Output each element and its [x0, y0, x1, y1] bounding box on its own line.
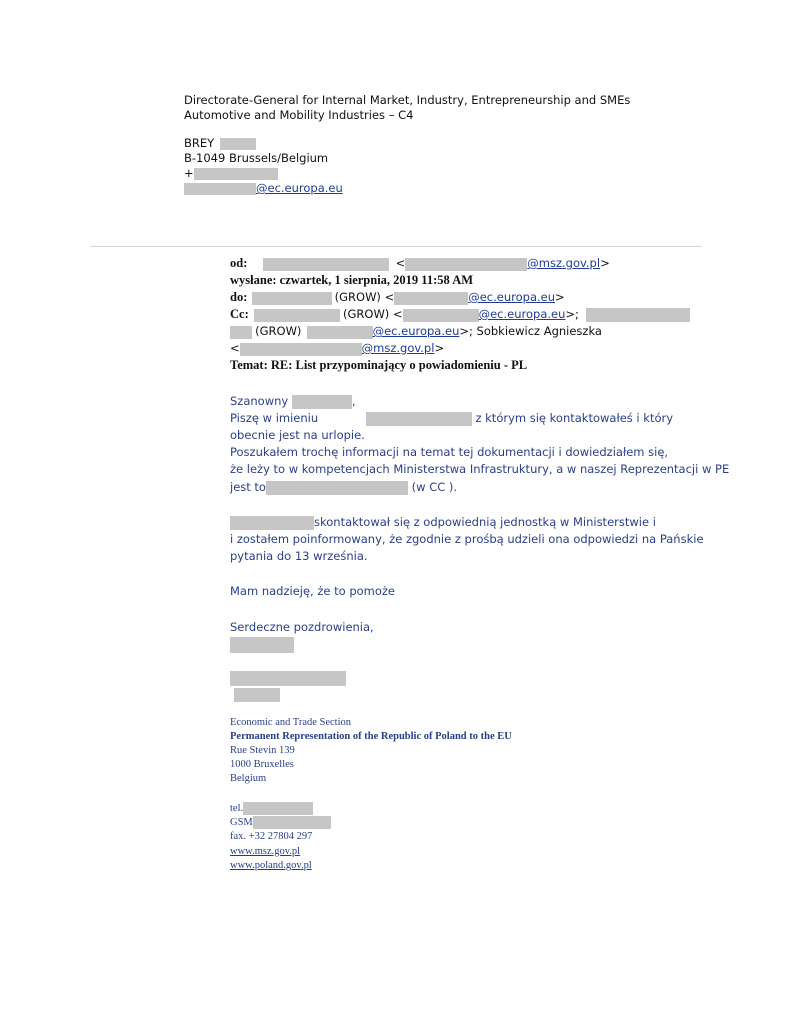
redaction: [184, 183, 256, 195]
p1-end: z którym się kontaktowałeś i który: [475, 411, 674, 425]
signature-country: Belgium: [230, 773, 267, 784]
redaction: [234, 688, 280, 702]
p2-end: (w CC ).: [411, 480, 458, 494]
redaction: [254, 309, 340, 322]
cc-sep-2: >; Sobkiewicz Agnieszka: [459, 324, 602, 338]
redaction: [403, 309, 479, 322]
signature-org-text: Permanent Representation of the Republic of Poland to the EU: [230, 731, 512, 742]
redaction: [220, 138, 256, 150]
cc-email-link-1[interactable]: @ec.europa.eu: [478, 307, 566, 321]
paragraph-1-line-2: obecnie jest na urlopie.: [230, 428, 365, 442]
to-gt: >: [555, 290, 565, 304]
paragraph-2-line-1: Poszukałem trochę informacji na temat tej dokumentacji i dowiedziałem się,: [230, 445, 669, 459]
signature-street: Rue Stevin 139: [230, 745, 295, 756]
cc-email-link-2[interactable]: @ec.europa.eu: [372, 324, 460, 338]
signature-section: Economic and Trade Section: [230, 717, 352, 728]
to-label: do:: [230, 290, 248, 304]
paragraph-3-line-1: [230, 514, 656, 531]
cc-grow-2: (GROW): [255, 324, 302, 338]
signature-link-poland[interactable]: [230, 859, 312, 874]
redaction: [394, 292, 468, 305]
sent-line: [230, 272, 473, 289]
redaction: [366, 412, 472, 426]
p3-start: skontaktował się z odpowiednią jednostką w Ministerstwie i: [314, 515, 656, 529]
p1-start: Piszę w imieniu: [230, 411, 319, 425]
p2-start: jest to: [230, 480, 266, 494]
redaction: [194, 168, 278, 180]
signature-gsm: [230, 816, 331, 831]
sent-text: wysłane: czwartek, 1 sierpnia, 2019 11:58 AM: [230, 273, 474, 287]
sender-name: [184, 136, 256, 151]
cc-sep-1: >;: [565, 307, 579, 321]
redaction: [307, 326, 373, 339]
from-email-link[interactable]: @msz.gov.pl: [527, 256, 601, 270]
from-gt: >: [600, 256, 610, 270]
msz-link[interactable]: www.msz.gov.pl: [230, 846, 301, 857]
greeting-comma: ,: [351, 394, 356, 408]
sender-address: B-1049 Brussels/Belgium: [184, 151, 329, 165]
sender-surname: BREY: [184, 136, 215, 150]
redaction: [230, 671, 346, 686]
paragraph-4: Mam nadzieję, że to pomoże: [230, 584, 396, 598]
redaction: [405, 258, 527, 271]
poland-link[interactable]: www.poland.gov.pl: [230, 860, 312, 871]
redaction: [266, 481, 408, 495]
redaction: [230, 637, 294, 653]
subject-line: [230, 357, 527, 374]
redaction: [230, 326, 252, 339]
sender-email[interactable]: [184, 181, 343, 196]
tel-label: tel.: [230, 803, 244, 814]
paragraph-1-line-1: [230, 410, 673, 427]
unit-line: Automotive and Mobility Industries – C4: [184, 108, 414, 122]
sender-phone: [184, 166, 278, 181]
greeting-text: Szanowny: [230, 394, 289, 408]
to-email-link[interactable]: @ec.europa.eu: [468, 290, 556, 304]
separator-line: [90, 246, 702, 247]
cc-line-3: [230, 340, 444, 357]
paragraph-3-line-3: pytania do 13 września.: [230, 549, 368, 563]
paragraph-2-line-2: że leży to w kompetencjach Ministerstwa Infrastruktury, a w naszej Reprezentacji w PE: [230, 462, 730, 476]
from-lt: <: [395, 256, 406, 270]
cc-line-1: [230, 306, 690, 323]
cc-email-link-3[interactable]: @msz.gov.pl: [361, 341, 435, 355]
redaction: [240, 343, 362, 356]
redaction: [243, 802, 313, 815]
to-line: [230, 289, 565, 306]
from-label: od:: [230, 256, 248, 270]
signature-fax: fax. +32 27804 297: [230, 831, 313, 842]
paragraph-2-line-3: [230, 479, 457, 496]
cc-lt-3: <: [230, 341, 240, 355]
from-line: [230, 255, 610, 272]
dg-line: Directorate-General for Internal Market, Industry, Entrepreneurship and SMEs: [184, 93, 631, 107]
redaction: [230, 516, 314, 530]
email-domain-link[interactable]: @ec.europa.eu: [256, 181, 343, 195]
signature-org: [230, 730, 512, 745]
greeting: [230, 393, 356, 410]
redaction: [263, 258, 389, 271]
closing: Serdeczne pozdrowienia,: [230, 620, 374, 634]
gsm-label: GSM: [230, 817, 253, 828]
redaction: [253, 816, 331, 829]
redaction: [586, 308, 690, 322]
signature-city: 1000 Bruxelles: [230, 759, 294, 770]
subject-text: Temat: RE: List przypominający o powiadomieniu - PL: [230, 358, 528, 372]
redaction: [252, 292, 332, 305]
cc-label: Cc:: [230, 307, 249, 321]
phone-prefix: +: [184, 166, 194, 180]
signature-link-msz[interactable]: [230, 845, 300, 860]
signature-tel: [230, 802, 313, 817]
cc-grow-1: (GROW) <: [343, 307, 403, 321]
redaction: [292, 395, 352, 409]
paragraph-3-line-2: i zostałem poinformowany, że zgodnie z prośbą udzieli ona odpowiedzi na Pańskie: [230, 532, 704, 546]
cc-line-2: [230, 323, 602, 340]
to-grow: (GROW) <: [334, 290, 395, 304]
cc-gt-3: >: [434, 341, 445, 355]
